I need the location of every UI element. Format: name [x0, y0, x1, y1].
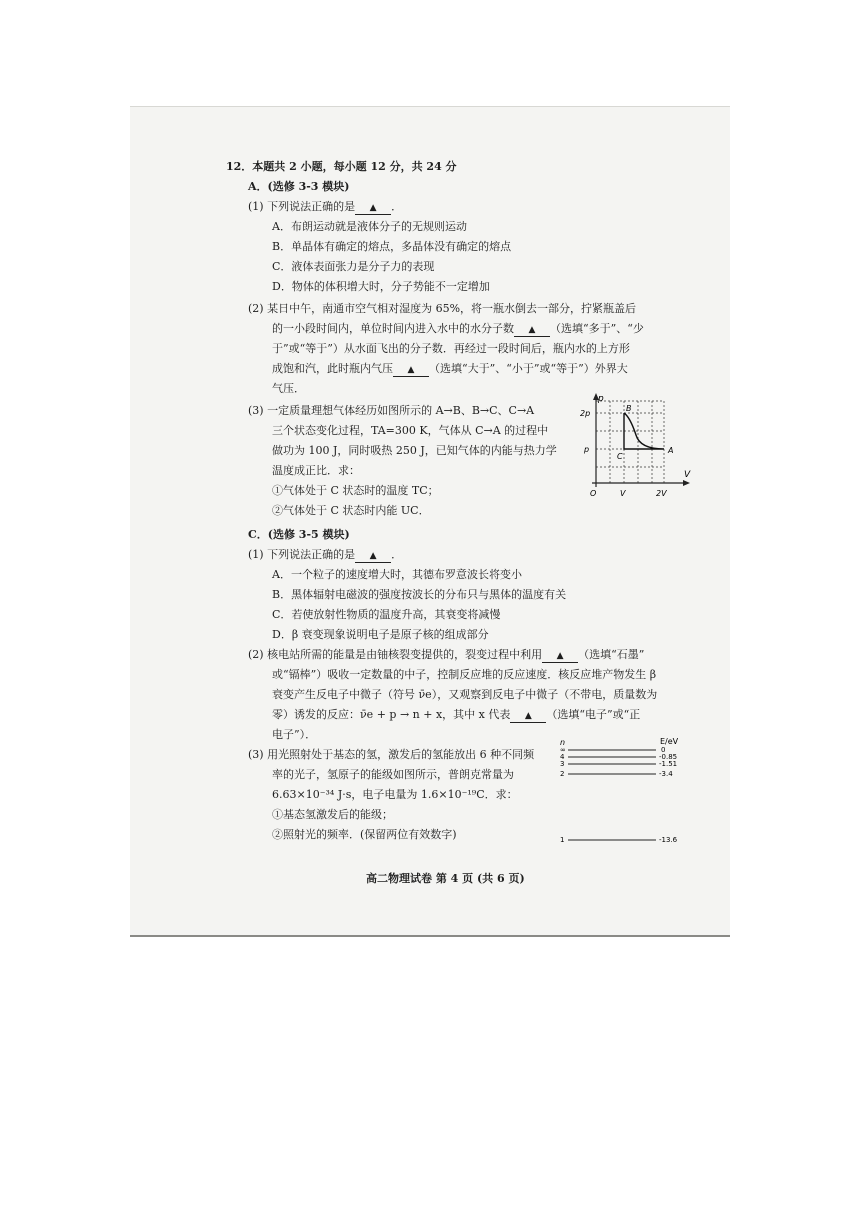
- c-q1-option-c: C．若使放射性物质的温度升高，其衰变将减慢: [272, 608, 501, 621]
- answer-blank: ▲: [355, 203, 391, 215]
- pv-tick-origin: O: [590, 489, 597, 498]
- a-q1-option-a: A．布朗运动就是液体分子的无规则运动: [272, 220, 467, 233]
- a-q1-stem: [248, 199, 402, 215]
- answer-blank: ▲: [514, 325, 550, 337]
- a-q3-line1: (3) 一定质量理想气体经历如图所示的 A→B、B→C、C→A: [248, 404, 535, 417]
- energy-level-value: -1.51: [659, 760, 678, 768]
- a-q2-line2-text: 的一小段时间内，单位时间内进入水中的水分子数: [272, 322, 514, 335]
- energy-level-n: 4: [560, 753, 565, 761]
- energy-level-1: [560, 836, 678, 844]
- pv-tick-2v: 2V: [656, 489, 667, 498]
- pv-point-c: C: [617, 452, 623, 461]
- c-q1-option-a: A．一个粒子的速度增大时，其德布罗意波长将变小: [272, 568, 522, 581]
- a-q3-line3: 做功为 100 J，同时吸热 250 J，已知气体的内能与热力学: [272, 444, 557, 457]
- energy-header-n: n: [560, 738, 566, 747]
- a-q2-line2: [272, 321, 644, 337]
- c-q3-line1: (3) 用光照射处于基态的氢，激发后的氢能放出 6 种不同频: [248, 748, 535, 761]
- c-q2-line5: 电子”）．: [272, 728, 317, 741]
- a-q2-line5: 气压．: [272, 382, 305, 395]
- a-q1-option-b: B．单晶体有确定的熔点，多晶体没有确定的熔点: [272, 240, 512, 253]
- a-q3-sub2: ②气体处于 C 状态时内能 UC．: [272, 504, 430, 517]
- energy-level-value: -0.85: [659, 753, 678, 761]
- c-q3-sub2: ②照射光的频率．(保留两位有效数字): [272, 828, 457, 841]
- c-q2-line4-end: （选填“电子”或“正: [546, 708, 641, 721]
- energy-header-e: E/eV: [660, 737, 679, 746]
- section-c-title: C．(选修 3-5 模块): [248, 528, 350, 541]
- a-q3-line2: 三个状态变化过程，TA=300 K，气体从 C→A 的过程中: [272, 424, 549, 437]
- a-q2-line2-end: （选填“多于”、“少: [550, 322, 644, 335]
- c-q2-line1-text: (2) 核电站所需的能量是由铀核裂变提供的，裂变过程中利用: [248, 648, 543, 661]
- pv-y-label: p: [598, 394, 604, 404]
- c-q2-line1: [248, 647, 644, 663]
- c-q1-option-d: D．β 衰变现象说明电子是原子核的组成部分: [272, 628, 489, 641]
- energy-level-n: ∞: [560, 746, 566, 754]
- c-q2-line2: 或“镉棒”）吸收一定数量的中子，控制反应堆的反应速度．核反应堆产物发生 β: [272, 668, 657, 681]
- page-footer: 高二物理试卷 第 4 页 (共 6 页): [366, 872, 525, 885]
- energy-level-value: 0: [661, 746, 666, 754]
- energy-level-n: 3: [560, 760, 565, 768]
- energy-level-diagram: [558, 735, 690, 851]
- energy-level-value: -13.6: [659, 836, 678, 844]
- exam-page: [130, 106, 730, 937]
- pv-grid: [596, 401, 664, 483]
- c-q3-sub1: ①基态氢激发后的能级；: [272, 808, 393, 821]
- pv-tick-2p: 2p: [580, 409, 591, 418]
- a-q2-line4-text: 成饱和汽，此时瓶内气压: [272, 362, 393, 375]
- a-q1-stem-end: ．: [391, 200, 403, 213]
- c-q3-line2: 率的光子，氢原子的能级如图所示，普朗克常量为: [272, 768, 514, 781]
- question-header: 12．本题共 2 小题，每小题 12 分，共 24 分: [226, 160, 457, 173]
- a-q3-sub1: ①气体处于 C 状态时的温度 TC；: [272, 484, 439, 497]
- pv-tick-v: V: [620, 489, 626, 498]
- c-q2-line4-text: 零）诱发的反应：ν̄e + p → n + x，其中 x 代表: [272, 708, 511, 721]
- energy-level-3: [560, 760, 677, 768]
- a-q1-option-c: C．液体表面张力是分子力的表现: [272, 260, 435, 273]
- a-q1-stem-text: (1) 下列说法正确的是: [248, 200, 356, 213]
- energy-level-value: -3.4: [659, 770, 673, 778]
- pv-x-label: V: [684, 470, 691, 480]
- answer-blank: ▲: [542, 651, 578, 663]
- energy-level-n: 2: [560, 770, 565, 778]
- c-q2-line4: [272, 707, 640, 723]
- energy-level-n: 1: [560, 836, 565, 844]
- a-q2-line1: (2) 某日中午，南通市空气相对湿度为 65%，将一瓶水倒去一部分，拧紧瓶盖后: [248, 302, 637, 315]
- energy-level-2: [560, 770, 673, 778]
- a-q2-line3: 于”或“等于”）从水面飞出的分子数．再经过一段时间后，瓶内水的上方形: [272, 342, 630, 355]
- c-q1-option-b: B．黑体辐射电磁波的强度按波长的分布只与黑体的温度有关: [272, 588, 567, 601]
- page-bottom-edge: [130, 935, 730, 937]
- c-q1-stem-text: (1) 下列说法正确的是: [248, 548, 356, 561]
- section-a-title: A．(选修 3-3 模块): [248, 180, 350, 193]
- energy-level-inf: [560, 746, 665, 754]
- c-q2-line1-end: （选填“石墨”: [578, 648, 645, 661]
- pv-point-a: A: [668, 446, 674, 455]
- a-q1-option-d: D．物体的体积增大时，分子势能不一定增加: [272, 280, 490, 293]
- a-q2-line4-end: （选填“大于”、“小于”或“等于”）外界大: [429, 362, 628, 375]
- c-q3-line3: 6.63×10⁻³⁴ J·s，电子电量为 1.6×10⁻¹⁹C．求：: [272, 788, 518, 801]
- c-q2-line3: 衰变产生反电子中微子（符号 ν̄e），又观察到反电子中微子（不带电，质量数为: [272, 688, 658, 701]
- answer-blank: ▲: [355, 551, 391, 563]
- pv-x-arrow: [683, 480, 690, 486]
- pv-graph: [580, 391, 698, 505]
- pv-tick-p: p: [584, 445, 590, 454]
- answer-blank: ▲: [393, 365, 429, 377]
- c-q1-stem-end: ．: [391, 548, 403, 561]
- a-q3-line4: 温度成正比．求：: [272, 464, 360, 477]
- answer-blank: ▲: [510, 711, 546, 723]
- a-q2-line4: [272, 361, 628, 377]
- pv-point-b: B: [626, 404, 632, 413]
- c-q1-stem: [248, 547, 402, 563]
